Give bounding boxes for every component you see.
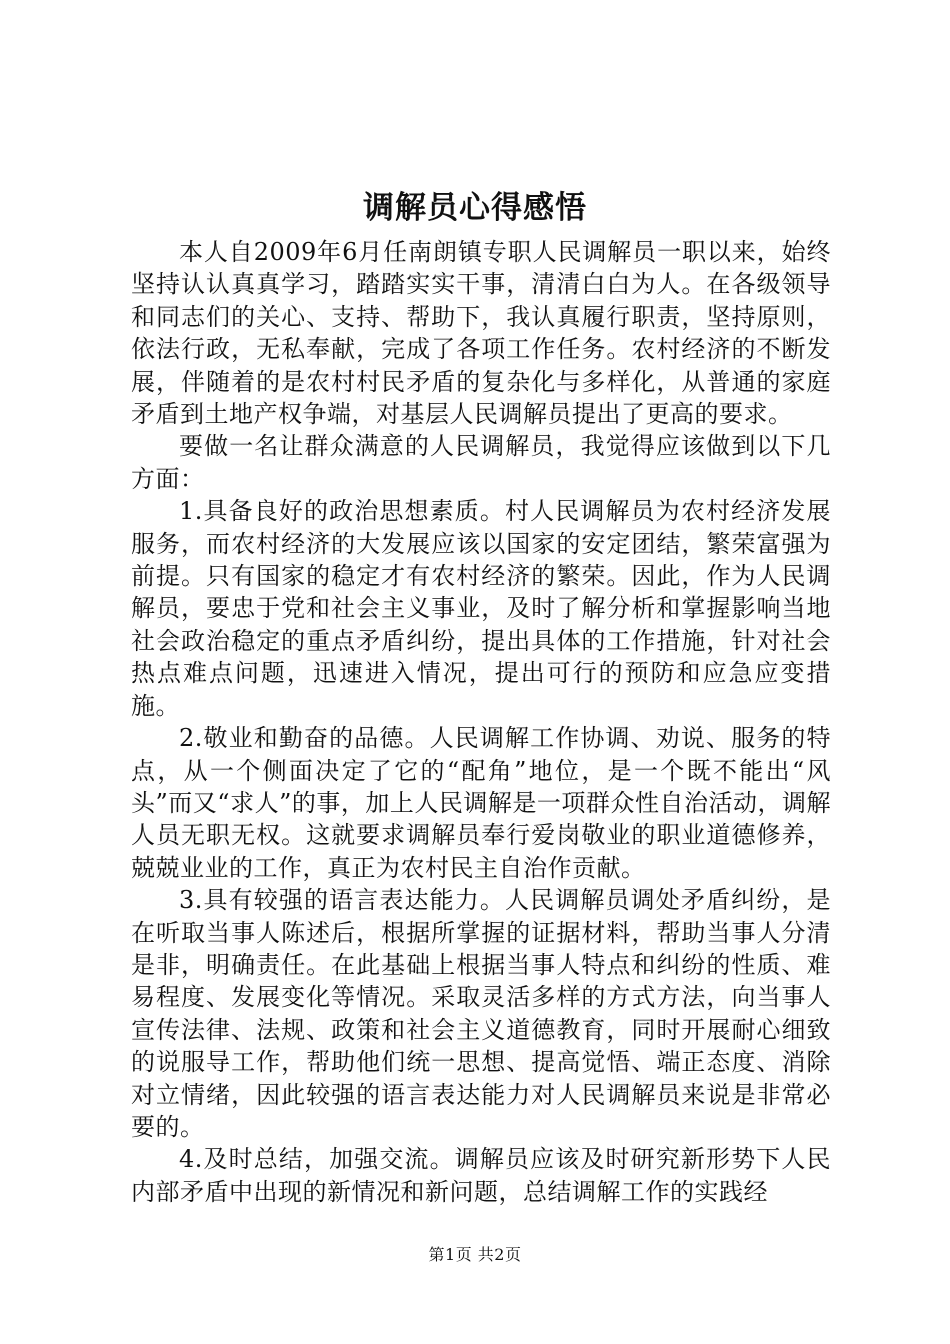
page-title: 调解员心得感悟 bbox=[363, 190, 587, 226]
document-body bbox=[131, 236, 831, 1208]
paragraph: 2.敬业和勤奋的品德。人民调解工作协调、劝说、服务的特点，从一个侧面决定了它的“配角”地位，是一个既不能出“风头”而又“求人”的事，加上人民调解是一项群众性自治活动，调解人员无职无权。这就要求调解员奉行爱岗敬业的职业道德修养，兢兢业业的工作，真正为农村民主自治作贡献。 bbox=[131, 724, 831, 882]
paragraph: 3.具有较强的语言表达能力。人民调解员调处矛盾纠纷，是在听取当事人陈述后，根据所掌握的证据材料，帮助当事人分清是非，明确责任。在此基础上根据当事人特点和纠纷的性质、难易程度、发展变化等情况。采取灵活多样的方式方法，向当事人宣传法律、法规、政策和社会主义道德教育，同时开展耐心细致的说服导工作，帮助他们统一思想、提高觉悟、端正态度、消除对立情绪，因此较强的语言表达能力对人民调解员来说是非常必要的。 bbox=[131, 886, 831, 1141]
paragraph: 要做一名让群众满意的人民调解员，我觉得应该做到以下几方面： bbox=[131, 432, 831, 493]
page-footer: 第1页 共2页 bbox=[428, 1245, 522, 1264]
paragraph: 1.具备良好的政治思想素质。村人民调解员为农村经济发展服务，而农村经济的大发展应该以国家的安定团结，繁荣富强为前提。只有国家的稳定才有农村经济的繁荣。因此，作为人民调解员，要忠于党和社会主义事业，及时了解分析和掌握影响当地社会政治稳定的重点矛盾纠纷，提出具体的工作措施，针对社会热点难点问题，迅速进入情况，提出可行的预防和应急应变措施。 bbox=[131, 497, 831, 720]
paragraph: 本人自2009年6月任南朗镇专职人民调解员一职以来，始终坚持认认真真学习，踏踏实实干事，清清白白为人。在各级领导和同志们的关心、支持、帮助下，我认真履行职责，坚持原则，依法行政，无私奉献，完成了各项工作任务。农村经济的不断发展，伴随着的是农村村民矛盾的复杂化与多样化，从普通的家庭矛盾到土地产权争端，对基层人民调解员提出了更高的要求。 bbox=[131, 238, 831, 429]
paragraph: 4.及时总结，加强交流。调解员应该及时研究新形势下人民内部矛盾中出现的新情况和新问题，总结调解工作的实践经 bbox=[131, 1145, 831, 1206]
